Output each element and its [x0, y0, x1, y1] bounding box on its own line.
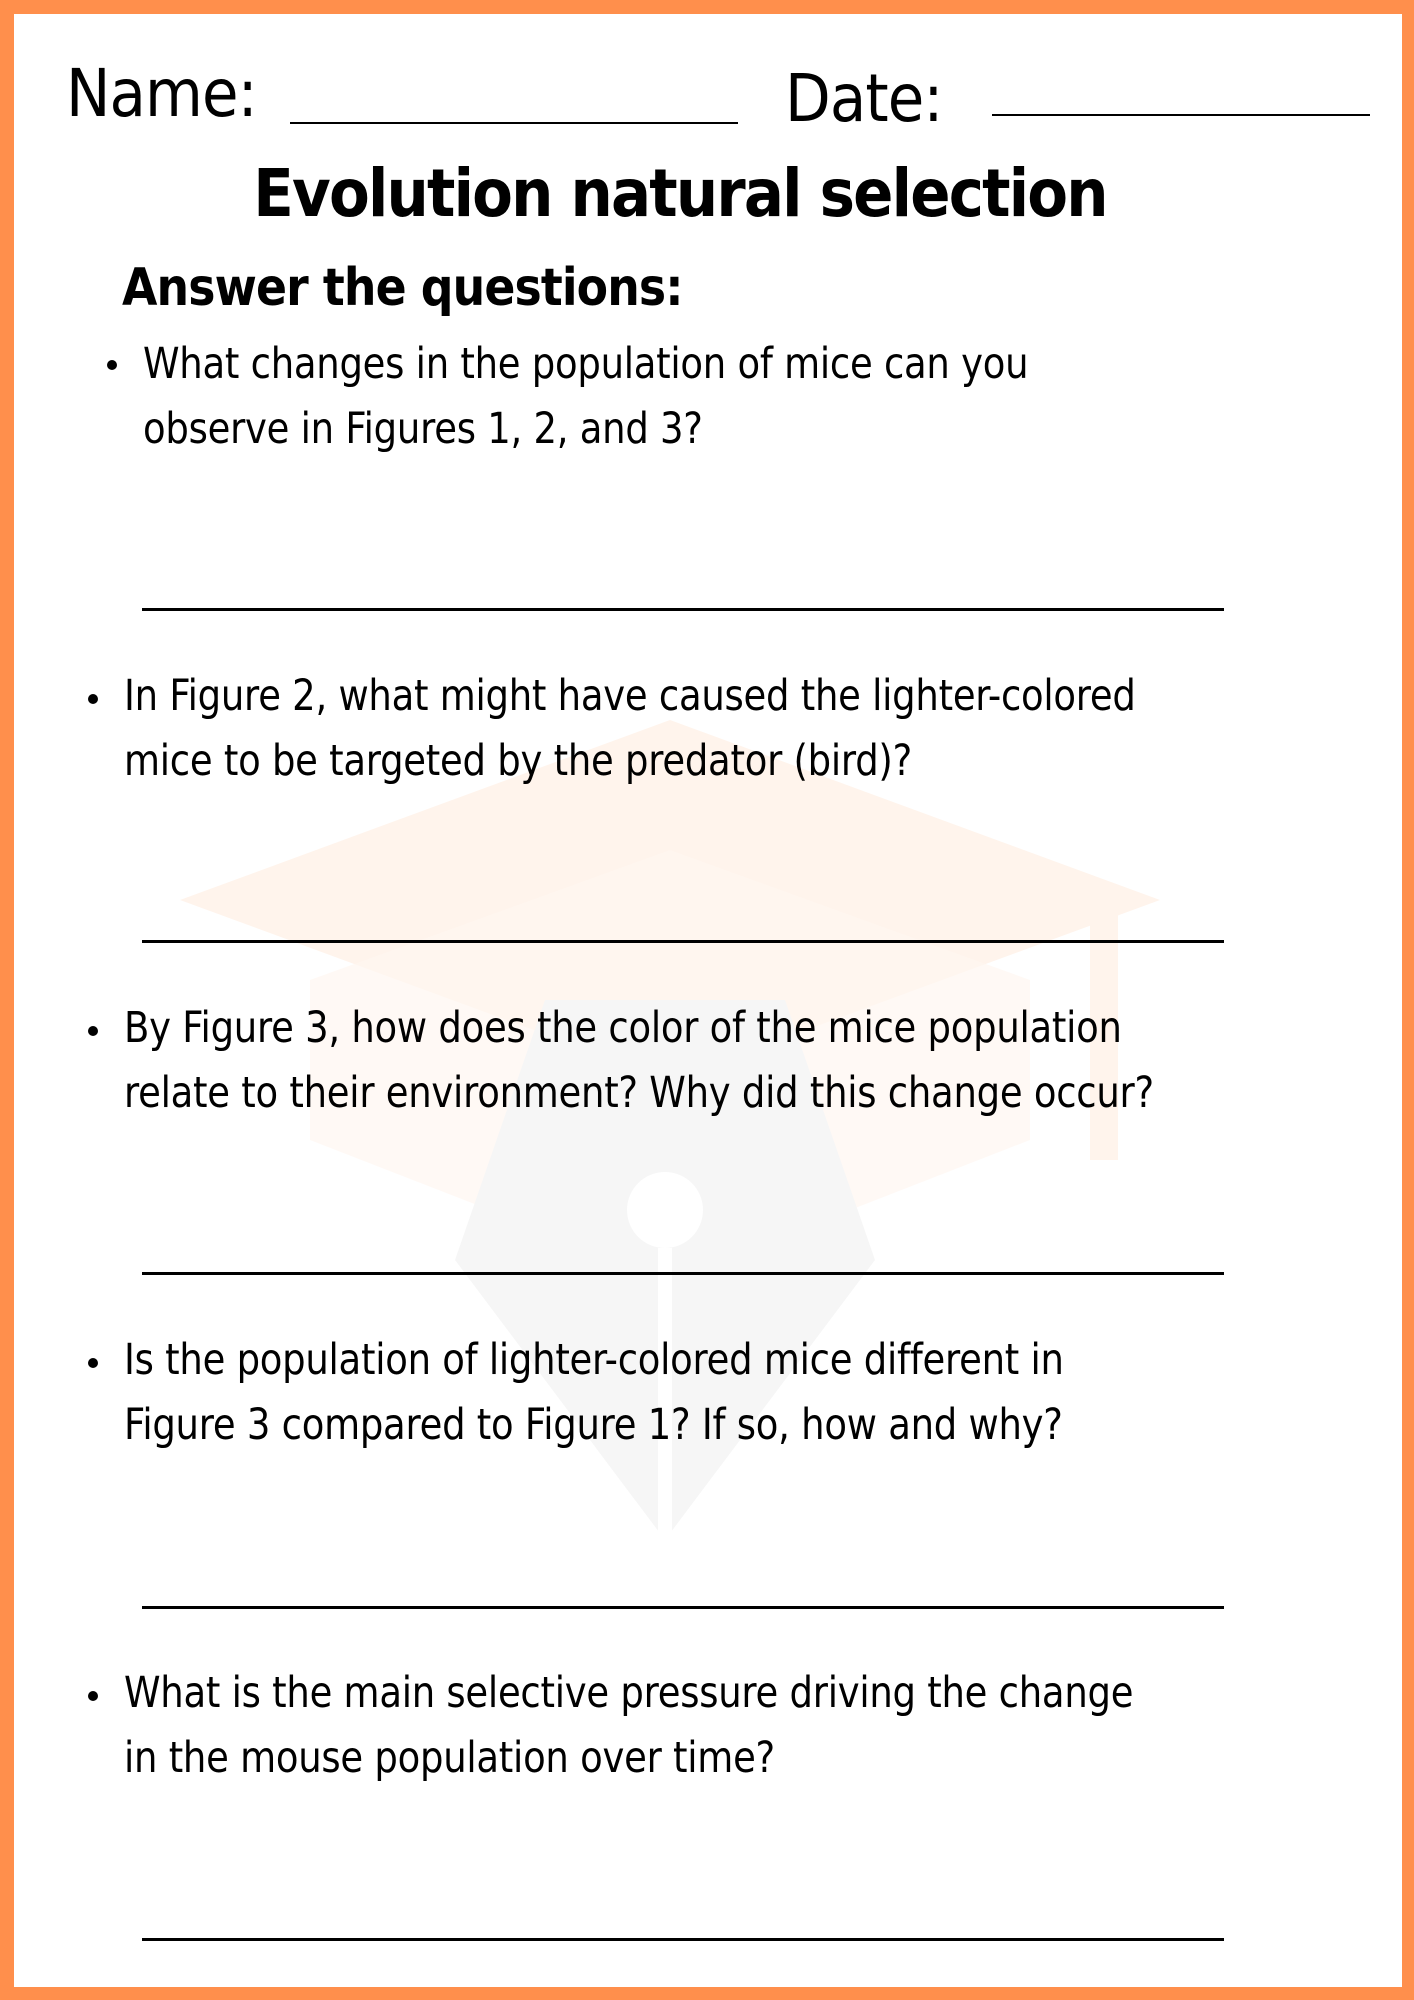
- date-field[interactable]: [992, 114, 1370, 116]
- name-field[interactable]: [290, 122, 738, 124]
- question-3: By Figure 3, how does the color of the mice population relate to their environment? Why did this change occur?: [124, 1003, 1154, 1118]
- bullet: [88, 1358, 98, 1368]
- date-label: Date:: [785, 60, 943, 137]
- question-5: What is the main selective pressure driving the change in the mouse population over time?: [124, 1668, 1134, 1783]
- instructions-heading: Answer the questions:: [122, 258, 683, 318]
- answer-line-5[interactable]: [142, 1938, 1224, 1941]
- answer-line-1[interactable]: [142, 608, 1224, 611]
- bullet: [107, 360, 117, 370]
- question-2: In Figure 2, what might have caused the lighter-colored mice to be targeted by the predator (bird)?: [124, 671, 1136, 786]
- bullet: [88, 694, 98, 704]
- answer-line-4[interactable]: [142, 1606, 1224, 1609]
- bullet: [88, 1026, 98, 1036]
- page-title: Evolution natural selection: [253, 155, 1107, 232]
- bullet: [88, 1691, 98, 1701]
- name-label: Name:: [66, 55, 257, 132]
- answer-line-2[interactable]: [142, 940, 1224, 943]
- answer-line-3[interactable]: [142, 1272, 1224, 1275]
- question-4: Is the population of lighter-colored mice different in Figure 3 compared to Figure 1? If so, how and why?: [124, 1335, 1064, 1450]
- question-1: What changes in the population of mice can you observe in Figures 1, 2, and 3?: [143, 339, 1029, 454]
